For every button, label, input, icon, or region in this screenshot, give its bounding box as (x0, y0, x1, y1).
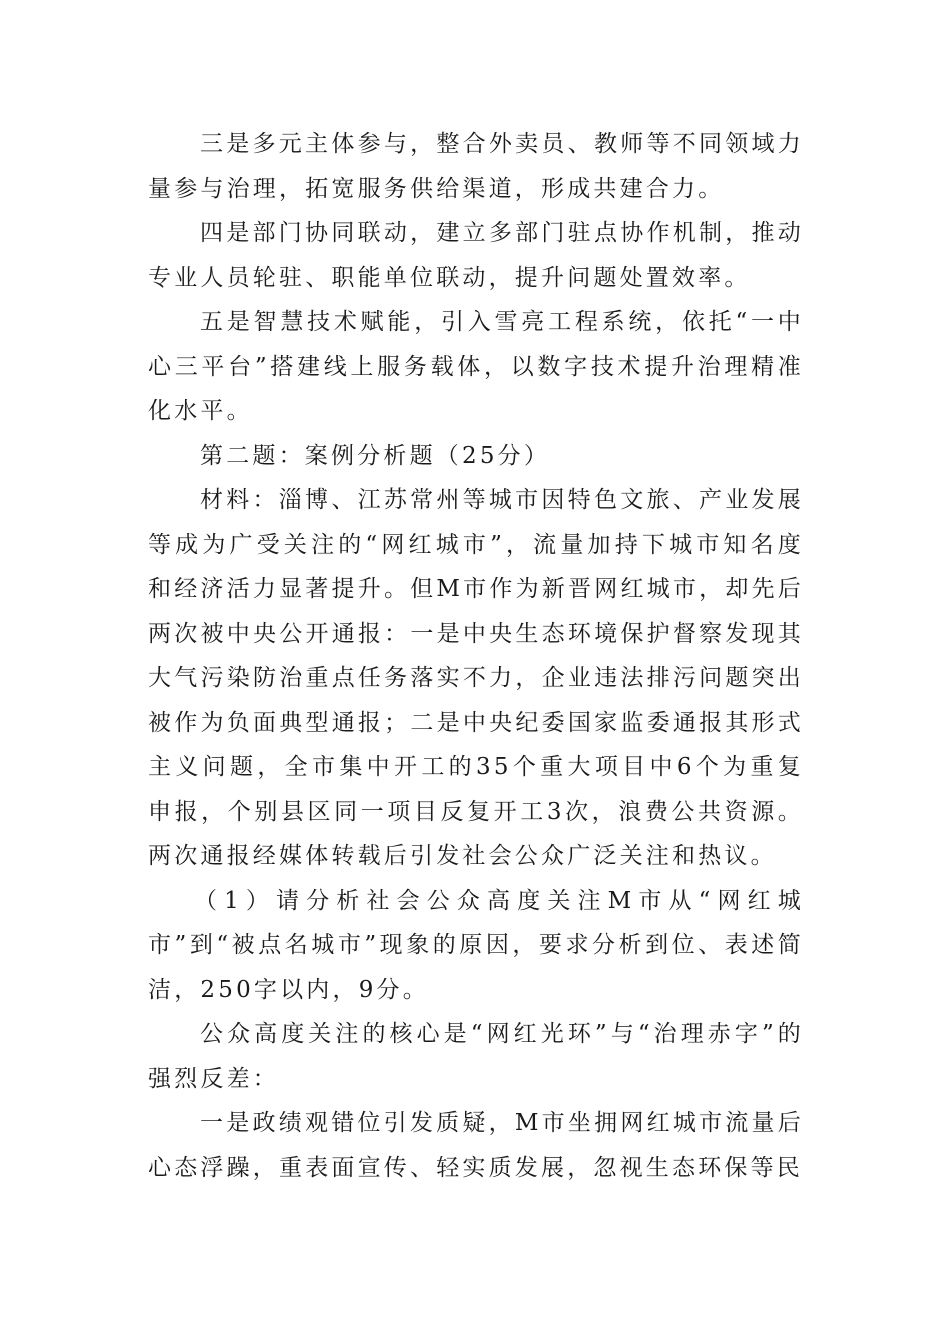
answer-point-one: 一是政绩观错位引发质疑，M市坐拥网红城市流量后心态浮躁，重表面宣传、轻实质发展，忽视生态环保等民 (148, 1110, 804, 1181)
answer-intro-paragraph: 公众高度关注的核心是“网红光环”与“治理赤字”的强烈反差： (148, 1021, 804, 1092)
paragraph-fifth-point: 五是智慧技术赋能，引入雪亮工程系统，依托“一中心三平台”搭建线上服务载体，以数字技术提升治理精准化水平。 (148, 309, 804, 424)
paragraph-fourth-point: 四是部门协同联动，建立多部门驻点协作机制，推动专业人员轮驻、职能单位联动，提升问题处置效率。 (148, 220, 804, 291)
document-body (148, 122, 804, 1190)
paragraph-third-point: 三是多元主体参与，整合外卖员、教师等不同领域力量参与治理，拓宽服务供给渠道，形成共建合力。 (148, 131, 804, 202)
question-two-heading: 第二题：案例分析题（25分） (200, 442, 551, 469)
case-material-paragraph: 材料：淄博、江苏常州等城市因特色文旅、产业发展等成为广受关注的“网红城市”，流量加持下城市知名度和经济活力显著提升。但M市作为新晋网红城市，却先后两次被中央公开通报：一是中央生态环境保护督察发现其大气污染防治重点任务落实不力，企业违法排污问题突出被作为负面典型通报；二是中央纪委国家监委通报其形式主义问题，全市集中开工的35个重大项目中6个为重复申报，个别县区同一项目反复开工3次，浪费公共资源。两次通报经媒体转载后引发社会公众广泛关注和热议。 (148, 487, 804, 869)
sub-question-one: （1）请分析社会公众高度关注M市从“网红城市”到“被点名城市”现象的原因，要求分析到位、表述简洁，250字以内，9分。 (148, 887, 804, 1003)
